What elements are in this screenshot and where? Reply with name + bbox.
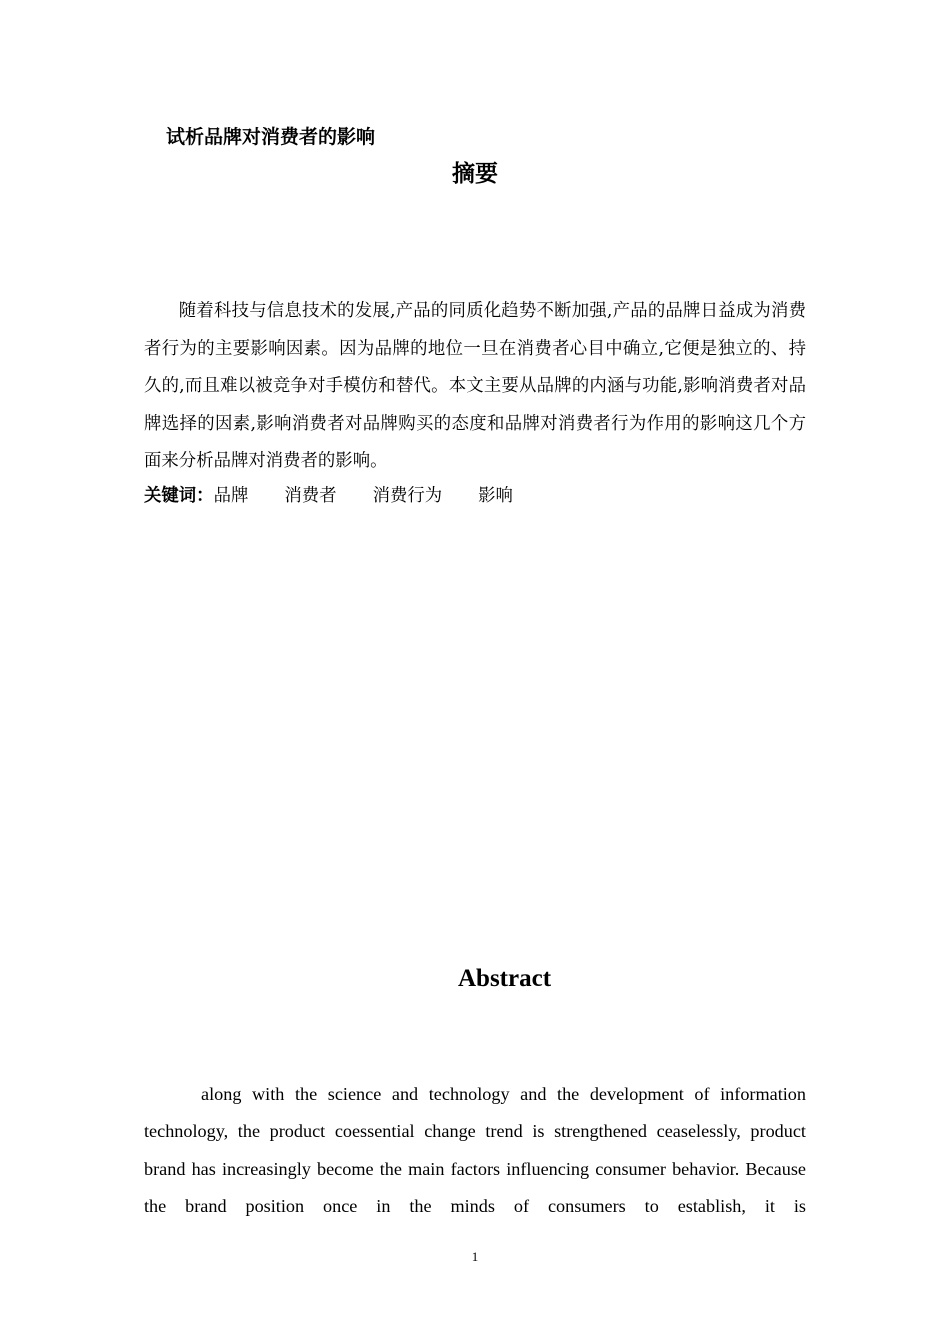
keyword-item: 消费行为 — [372, 486, 443, 506]
abstract-cn-paragraph: 随着科技与信息技术的发展,产品的同质化趋势不断加强,产品的品牌日益成为消费者行为的主要影响因素。因为品牌的地位一旦在消费者心目中确立,它便是独立的、持久的,而且难以被竞争对手模仿和替代。本文主要从品牌的内涵与功能,影响消费者对品牌选择的因素,影响消费者对品牌购买的态度和品牌对消费者行为作用的影响这几个方面来分析品牌对消费者的影响。 — [144, 301, 806, 471]
abstract-en-heading: Abstract — [458, 965, 552, 992]
abstract-en-paragraph: along with the science and technology and the development of information technology, the product coessential change trend is strengthened ceaselessly, product brand has increasingly become the main factors influencing consumer behavior. Because the brand position once in the minds of consumers to establish, it is — [144, 1084, 806, 1216]
keyword-item: 影响 — [478, 486, 513, 506]
abstract-cn-heading: 摘要 — [452, 161, 498, 187]
page-number: 1 — [471, 1249, 479, 1264]
keyword-item: 品牌 — [213, 486, 249, 506]
keywords-label: 关键词： — [144, 486, 214, 506]
keywords-line — [144, 481, 549, 510]
document-title: 试析品牌对消费者的影响 — [166, 126, 376, 148]
keyword-item: 消费者 — [284, 486, 337, 506]
